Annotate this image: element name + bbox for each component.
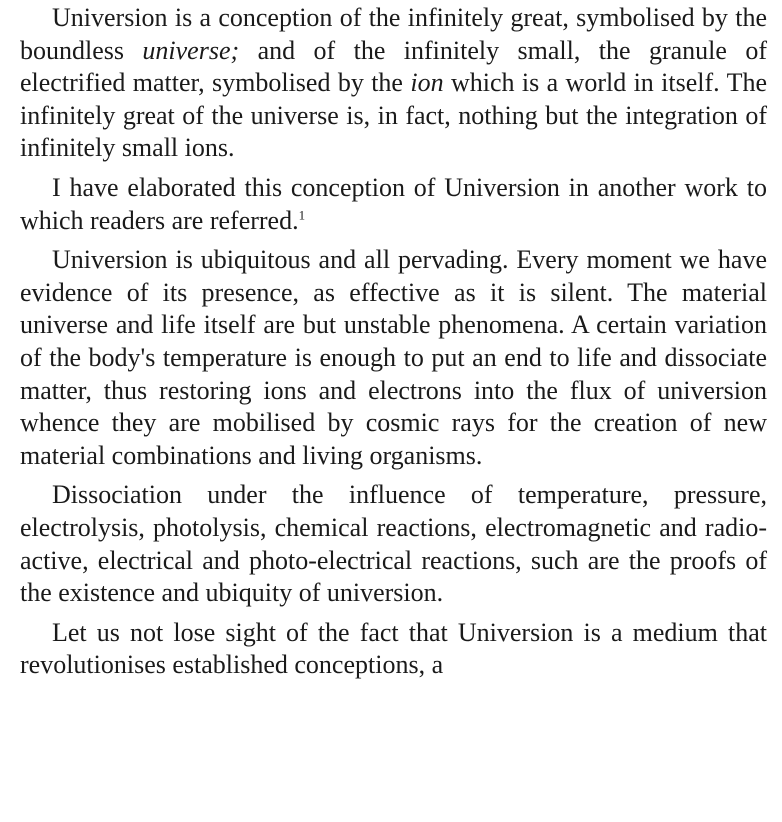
footnote-marker: 1 [298, 206, 306, 222]
paragraph-text: and of the infinitely small, the granule of electrified matter, symbolised by the [20, 35, 767, 98]
paragraph-ubiquity [20, 244, 767, 472]
paragraph-text: Universion is ubiquitous and all pervading. Every moment we have evidence of its presence, as effective as it is silent. The material universe and life itself are but unstable phenomena. A certain variation of the body's temperature is enough to put an end to life and dissociate matter, thus restoring ions and electrons into the flux of universion whence they are mobilised by cosmic rays for the creation of new material combinations and living organisms. [20, 245, 767, 470]
paragraph-text: Dissociation under the influence of temperature, pressure, electrolysis, photolysis, chemical reactions, electromagnetic and radio-active, electrical and photo-electrical reactions, such are the proofs of the existence and ubiquity of universion. [20, 480, 767, 608]
paragraph-text: I have elaborated this conception of Universion in another work to which readers are referred. [20, 172, 767, 235]
paragraph-text: which is a world in itself. The infinitely great of the universe is, in fact, nothing but the integration of infinitely small ions. [20, 68, 767, 163]
paragraph-universion-definition [20, 2, 767, 165]
paragraph-elaborated-reference [20, 172, 767, 237]
italic-term-ion: ion [410, 68, 444, 98]
paragraph-text: Let us not lose sight of the fact that Universion is a medium that revolutionises established conceptions, a [20, 617, 767, 680]
italic-term-universe: universe; [142, 35, 240, 65]
page-body [20, 2, 767, 682]
paragraph-dissociation [20, 479, 767, 609]
paragraph-text: Universion is a conception of the infinitely great, symbolised by the boundless [20, 3, 767, 65]
paragraph-revolutionises [20, 617, 767, 682]
